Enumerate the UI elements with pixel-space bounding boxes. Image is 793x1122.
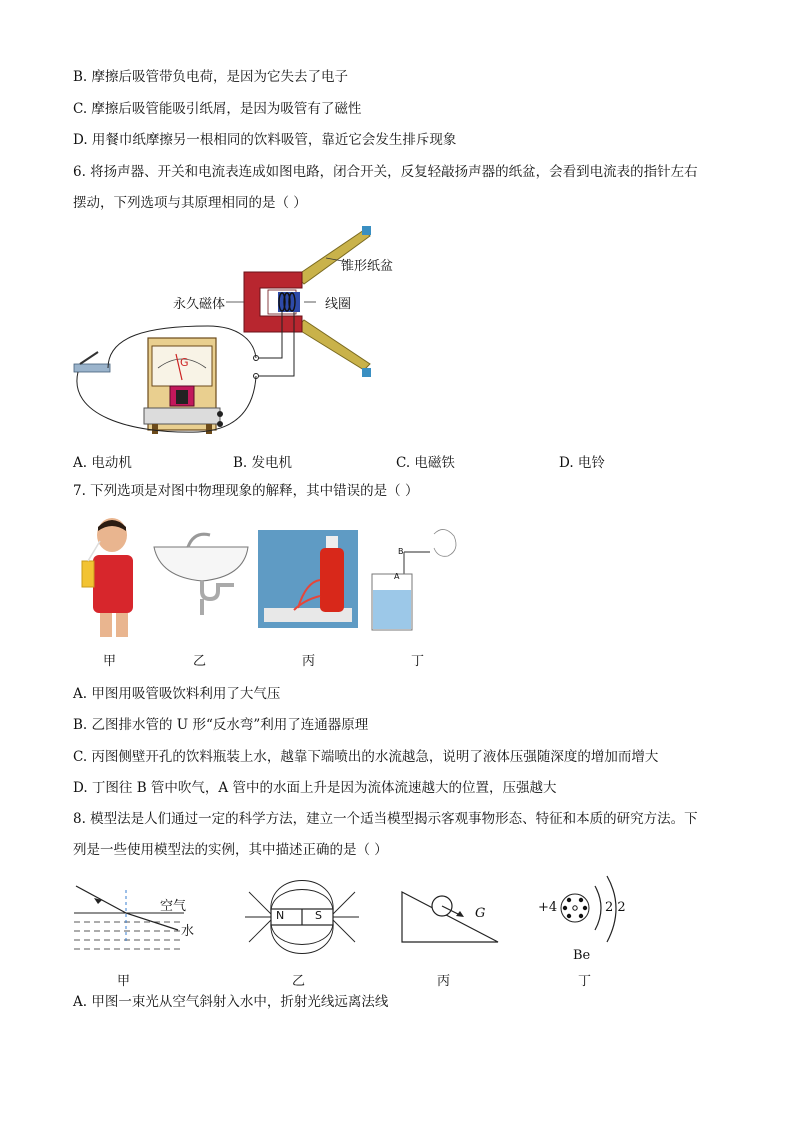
q8-stem-line1: 8. 模型法是人们通过一定的科学方法，建立一个适当模型揭示客观事物形态、特征和本质的研究方法。下 — [73, 811, 698, 827]
q7-stem: 7. 下列选项是对图中物理现象的解释，其中错误的是（ ） — [73, 483, 419, 499]
q6-option-b: B. 发电机 — [233, 455, 293, 471]
sink-basin — [154, 547, 248, 581]
switch-lever — [80, 352, 98, 364]
q5-option-c: C. 摩擦后吸管能吸引纸屑，是因为吸管有了磁性 — [73, 101, 362, 117]
q7-caption-jia: 甲 — [103, 654, 117, 669]
q8-caption-ding: 丁 — [578, 974, 592, 989]
label-coil: 线圈 — [325, 297, 352, 312]
meter-letter: G — [180, 356, 189, 369]
switch — [74, 364, 110, 372]
q8-caption-yi: 乙 — [292, 974, 306, 989]
electron-shell-1 — [595, 886, 601, 930]
label-cone: 锥形纸盆 — [341, 259, 394, 274]
q7-caption-bing: 丙 — [302, 654, 316, 669]
nucleus-charge: +4 — [538, 900, 558, 915]
q6-stem-line1: 6. 将扬声器、开关和电流表连成如图电路，闭合开关，反复轻敲扬声器的纸盆，会看到电流表的指针左右 — [73, 164, 698, 180]
q6-option-a: A. 电动机 — [73, 455, 132, 471]
label-water: 水 — [181, 924, 195, 939]
q8-figure-ding-atom — [555, 872, 645, 952]
cone-edge-lower — [362, 368, 371, 377]
q8-figure-yi-magnet-field — [241, 872, 363, 964]
q7-option-a: A. 甲图用吸管吸饮料利用了大气压 — [73, 686, 281, 702]
refracted-ray — [126, 913, 178, 930]
tube-b-label: B — [398, 547, 404, 556]
element-symbol: Be — [573, 948, 591, 963]
beaker-water — [373, 590, 411, 629]
q7-figure-jia-boy-drinking — [76, 515, 142, 639]
q8-caption-jia: 甲 — [117, 974, 131, 989]
label-gravity: G — [475, 906, 486, 921]
u-trap-pipe — [202, 581, 234, 599]
q6-speaker-circuit-figure — [68, 218, 398, 440]
tube-a-label: A — [394, 572, 400, 581]
q5-option-b: B. 摩擦后吸管带负电荷，是因为它失去了电子 — [73, 69, 349, 85]
q7-figure-yi-sink — [150, 525, 252, 617]
shell-electrons: 2 2 — [605, 900, 626, 915]
incident-ray — [76, 886, 126, 913]
q8-option-a: A. 甲图一束光从空气斜射入水中，折射光线远离法线 — [73, 994, 389, 1010]
label-air: 空气 — [160, 899, 187, 914]
q8-caption-bing: 丙 — [437, 974, 451, 989]
q7-option-b: B. 乙图排水管的 U 形“反水弯”利用了连通器原理 — [73, 717, 369, 733]
pole-s: S — [315, 909, 322, 922]
q7-figure-ding-tubes — [364, 520, 466, 632]
boy-shirt — [93, 555, 133, 613]
drink-bottle — [320, 548, 344, 612]
q6-options — [73, 451, 633, 471]
pole-n: N — [276, 909, 285, 922]
q7-caption-ding: 丁 — [411, 654, 425, 669]
juice-glass — [82, 561, 94, 587]
q8-figure-jia-refraction — [74, 880, 194, 960]
q8-stem-line2: 列是一些使用模型法的实例，其中描述正确的是（ ） — [73, 842, 388, 858]
q7-option-d: D. 丁图往 B 管中吹气，A 管中的水面上升是因为流体流速越大的位置，压强越大 — [73, 780, 557, 796]
q7-figure-bing-bottle — [258, 530, 358, 628]
q6-stem-line2: 摆动，下列选项与其原理相同的是（ ） — [73, 195, 307, 211]
q5-option-d: D. 用餐巾纸摩擦另一根相同的饮料吸管，靠近它会发生排斥现象 — [73, 132, 457, 148]
cone-edge-upper — [362, 226, 371, 235]
q7-caption-yi: 乙 — [193, 654, 207, 669]
q6-option-d: D. 电铃 — [559, 455, 605, 471]
q7-option-c: C. 丙图侧壁开孔的饮料瓶装上水，越靠下端喷出的水流越急，说明了液体压强随深度的增加而增大 — [73, 749, 659, 765]
speaker-cone-lower — [296, 320, 370, 370]
q6-option-c: C. 电磁铁 — [396, 455, 455, 471]
label-permanent-magnet: 永久磁体 — [173, 297, 226, 312]
